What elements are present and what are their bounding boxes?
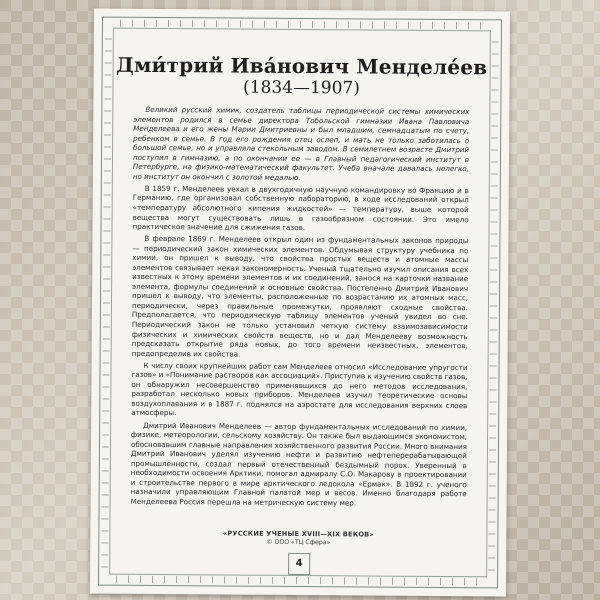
life-years: (1834—1907) xyxy=(243,77,360,99)
paragraph-1: Великий русский химик, создатель таблицы периодической системы химических элементов родился в семье директора Тобольской гимназии Ивана Павловича Менделеева и его жены Марии Дмитриевны и был младшим, семнадцатым по счету, ребенком в семье. В год его рождения отец ослеп, и мать не только заботилась о большой семье, но и управляла стекольным заводом. В семилетнем возрасте Дмитрий поступил в гимназию, а по окончании ее — в Главный педагогический институт в Петербурге, на физико-математический факультет. Учеба вначале давалась нелегко, но институт он окончил с золотой медалью. xyxy=(132,104,470,182)
document-card xyxy=(90,9,510,597)
paragraph-2: В 1859 г. Менделеев уехал в двухгодичную научную командировку во Францию и в Германию, где организовал собственную лабораторию, в ходе исследований открыл «температуру абсолютного кипения жидкостей» — температуру, выше которой вещества могут существовать лишь в газообразном состоянии. Это имело практическое значение для сжижения газов. xyxy=(132,183,469,233)
paragraph-3: В феврале 1869 г. Менделеев открыл один из фундаментальных законов природы — периодический закон химических элементов. Обдумывая структуру учебника по химии, он пришел к выводу, что свойства простых веществ и атомные массы элементов связывает некая закономерность. Ученый тщательно изучил описания всех известных к этому времени элементов и их соединений, занося на карточки название элемента, формулы соединений и основные свойства. Постепенно Дмитрий Иванович пришел к выводу, что элементы, расположенные по возрастанию их атомных масс, периодически, через правильные промежутки, проявляют сходные свойства. Предполагается, что периодическую таблицу элементов ученый увидел во сне. Периодический закон не только установил четкую систему взаимозависимости физических и химических свойств веществ, но и дал Менделееву возможность предсказать открытие ряда новых, до того времени неизвестных, элементов, предопределив их свойства. xyxy=(131,234,469,359)
page-number: 4 xyxy=(288,553,310,575)
page-title: Дми́трий Ива́нович Менделе́ев xyxy=(115,52,488,80)
series-title: «РУССКИЕ УЧЕНЫЕ XVIII—XIX ВЕКОВ» xyxy=(222,529,374,539)
article-body xyxy=(131,105,470,511)
publisher-credit: © ООО «ТЦ Сфера» xyxy=(266,538,331,547)
paragraph-4: К числу своих крупнейших работ сам Менделеев относил «Исследование упругости газов» и «Понимание растворов как ассоциаций». Приступив к изучению свойств газов, он обнаружил несовершенство применявшихся до него методов исследования, разработал несколько новых приборов. Менделеев изучил теоретические основы воздухоплавания и в 1887 г. поднялся на аэростате для исследования верхних слоев атмосферы. xyxy=(131,360,468,418)
paragraph-5: Дмитрий Иванович Менделеев — автор фундаментальных исследований по химии, физике, метеорологии, сельскому хозяйству. Он также был выдающимся экономистом, обосновавшим главные направления хозяйственного развития России. Много внимания Дмитрий Иванович уделял изучению нефти и развитию нефтеперерабатывающей промышленности, создал первый отечественный бездымный порох. Уверенный в необходимости освоения Арктики, помогал адмиралу С.О. Макарову в проектировании и строительстве первого в мире арктического ледокола «Ермак». В 1892 г. ученого назначили управляющим Главной палатой мер и весов. Именно благодаря работе Менделеева Россия перешла на метрическую систему мер. xyxy=(130,420,468,508)
